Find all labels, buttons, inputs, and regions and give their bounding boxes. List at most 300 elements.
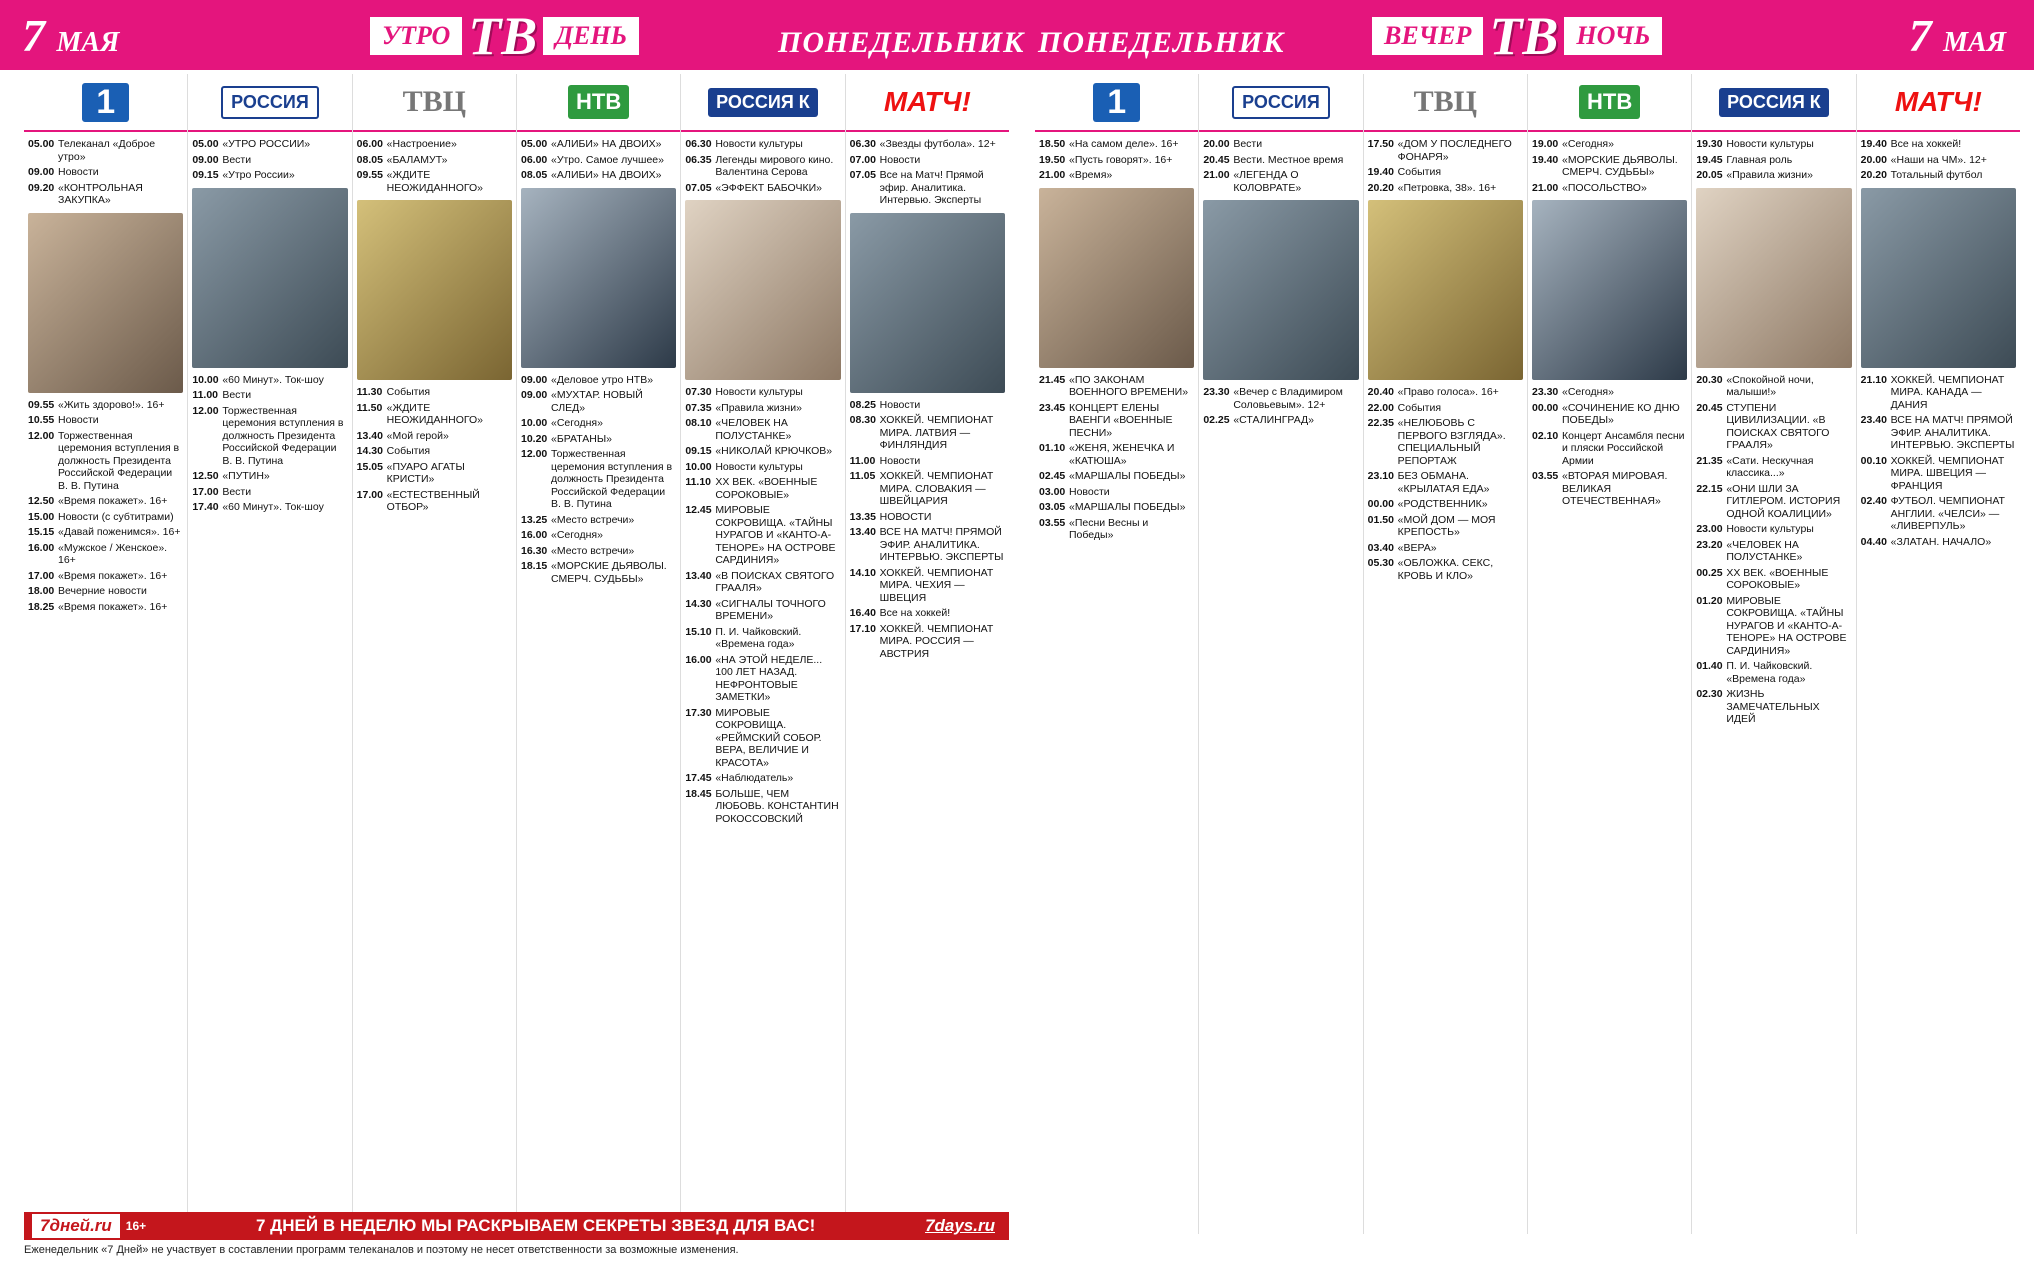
program-time: 15.00 xyxy=(28,510,55,523)
program-title: Новости культуры xyxy=(1726,138,1814,150)
program-title: «СТАЛИНГРАД» xyxy=(1233,414,1315,426)
program-title: «Мужское / Женское». 16+ xyxy=(58,541,168,566)
program-time: 20.40 xyxy=(1367,386,1394,398)
program-row xyxy=(1696,455,1851,480)
program-row xyxy=(192,486,347,499)
program-row xyxy=(192,470,347,483)
program-title: «Песни Весны и Победы» xyxy=(1069,516,1149,541)
program-row xyxy=(1368,498,1523,511)
program-title: МИРОВЫЕ СОКРОВИЩА. «РЕЙМСКИЙ СОБОР. ВЕРА, ВЕЛИЧИЕ И КРАСОТА» xyxy=(715,706,822,769)
program-time: 00.00 xyxy=(1367,498,1394,510)
program-time: 12.50 xyxy=(192,470,219,482)
program-row xyxy=(192,169,347,182)
program-row xyxy=(850,567,1005,605)
program-time: 09.15 xyxy=(192,169,219,181)
program-row xyxy=(28,570,183,583)
program-photo xyxy=(521,188,676,368)
program-row xyxy=(1861,169,2016,182)
program-row xyxy=(1861,495,2016,533)
program-title: ХОККЕЙ. ЧЕМПИОНАТ МИРА. ЧЕХИЯ — ШВЕЦИЯ xyxy=(879,566,994,604)
program-photo xyxy=(1203,200,1358,380)
program-row xyxy=(1861,536,2016,549)
program-time: 01.40 xyxy=(1696,660,1723,672)
channel-logo: 1 xyxy=(24,74,187,132)
program-row xyxy=(28,414,183,427)
program-time: 05.00 xyxy=(520,138,548,150)
program-title: «ЖЕНЯ, ЖЕНЕЧКА И «КАТЮША» xyxy=(1069,442,1175,467)
program-time: 05.00 xyxy=(28,138,55,150)
program-row xyxy=(1861,138,2016,151)
program-time: 17.00 xyxy=(28,569,55,582)
page-right xyxy=(1035,74,2020,1234)
program-time: 19.00 xyxy=(1531,138,1559,150)
program-row xyxy=(1368,386,1523,399)
program-time: 21.00 xyxy=(1531,181,1559,194)
program-photo xyxy=(1861,188,2016,368)
channel-column xyxy=(1199,74,1363,1234)
program-row xyxy=(357,461,512,486)
program-row xyxy=(1368,557,1523,582)
program-title: «ОБЛОЖКА. СЕКС, КРОВЬ И КЛО» xyxy=(1397,557,1494,582)
program-row xyxy=(1039,501,1194,514)
channel-logo: РОССИЯ xyxy=(188,74,351,132)
program-time: 04.40 xyxy=(1860,535,1887,548)
program-row xyxy=(357,489,512,514)
program-time: 15.15 xyxy=(28,526,55,538)
site-link[interactable]: 7days.ru xyxy=(925,1216,995,1235)
program-title: Телеканал «Доброе утро» xyxy=(58,138,156,163)
program-row xyxy=(521,169,676,182)
program-row xyxy=(28,601,183,614)
program-title: «СИГНАЛЫ ТОЧНОГО ВРЕМЕНИ» xyxy=(715,597,826,622)
program-time: 21.00 xyxy=(1203,169,1230,181)
program-row xyxy=(521,433,676,446)
program-title: МИРОВЫЕ СОКРОВИЩА. «ТАЙНЫ НУРАГОВ И «КАНТО-А-ТЕНОРЕ» НА ОСТРОВЕ САРДИНИЯ» xyxy=(715,504,836,566)
program-time: 17.00 xyxy=(192,485,219,498)
program-photo xyxy=(1532,200,1687,380)
program-row xyxy=(685,772,840,785)
program-time: 23.30 xyxy=(1203,386,1230,398)
program-time: 13.40 xyxy=(356,429,383,442)
program-row xyxy=(1532,154,1687,179)
program-row xyxy=(1696,402,1851,452)
program-title: Вести xyxy=(222,485,252,498)
program-title: «МОЙ ДОМ — МОЯ КРЕПОСТЬ» xyxy=(1397,513,1496,538)
program-row xyxy=(28,495,183,508)
program-time: 23.20 xyxy=(1696,538,1723,551)
program-title: МИРОВЫЕ СОКРОВИЩА. «ТАЙНЫ НУРАГОВ И «КАНТО-А-ТЕНОРЕ» НА ОСТРОВЕ САРДИНИЯ» xyxy=(1726,594,1847,657)
program-time: 20.45 xyxy=(1203,153,1230,166)
program-title: Новости культуры xyxy=(715,138,803,150)
program-time: 20.00 xyxy=(1860,153,1887,166)
program-title: ФУТБОЛ. ЧЕМПИОНАТ АНГЛИИ. «ЧЕЛСИ» — «ЛИВЕРПУЛЬ» xyxy=(1890,495,2005,532)
program-title: «ЕСТЕСТВЕННЫЙ ОТБОР» xyxy=(386,488,480,513)
program-title: «ЧЕЛОВЕК НА ПОЛУСТАНКЕ» xyxy=(1726,538,1803,563)
program-time: 06.00 xyxy=(520,153,548,166)
program-row xyxy=(850,511,1005,524)
site-logo[interactable]: 7дней.ru xyxy=(32,1214,120,1238)
program-time: 10.00 xyxy=(685,460,712,473)
program-title: «ЧЕЛОВЕК НА ПОЛУСТАНКЕ» xyxy=(715,417,792,442)
program-title: П. И. Чайковский. «Времена года» xyxy=(715,625,802,650)
program-time: 02.30 xyxy=(1696,688,1723,700)
program-row xyxy=(1368,402,1523,415)
program-title: «ЖДИТЕ НЕОЖИДАННОГО» xyxy=(386,401,483,426)
program-time: 21.35 xyxy=(1696,454,1723,467)
program-row xyxy=(1696,660,1851,685)
program-title: Новости культуры xyxy=(715,460,803,473)
program-row xyxy=(1532,138,1687,151)
program-row xyxy=(357,169,512,194)
program-row xyxy=(685,417,840,442)
program-title: Торжественная церемония вступления в должность Президента Российской Федерации В. В. Путина xyxy=(550,448,673,510)
program-row xyxy=(850,526,1005,564)
program-title: «РОДСТВЕННИК» xyxy=(1397,498,1488,510)
program-title: «ВЕРА» xyxy=(1397,541,1437,554)
program-time: 05.30 xyxy=(1367,557,1394,569)
program-row xyxy=(521,514,676,527)
program-title: Главная роль xyxy=(1726,153,1793,166)
channel-column xyxy=(846,74,1009,1234)
program-row xyxy=(1696,169,1851,182)
program-row xyxy=(28,585,183,598)
program-title: Новости культуры xyxy=(715,386,803,398)
program-title: Вечерние новости xyxy=(58,585,147,597)
program-row xyxy=(1039,169,1194,182)
program-title: «Мой герой» xyxy=(386,429,449,442)
program-title: «Сегодня» xyxy=(1561,138,1614,150)
program-time: 16.00 xyxy=(520,529,548,541)
program-row xyxy=(850,623,1005,661)
program-row xyxy=(1696,688,1851,726)
program-row xyxy=(1039,442,1194,467)
program-title: Новости xyxy=(58,414,99,426)
program-title: «БРАТАНЫ» xyxy=(550,432,612,445)
program-title: Все на хоккей! xyxy=(1890,138,1962,150)
program-row xyxy=(1368,542,1523,555)
program-title: СТУПЕНИ ЦИВИЛИЗАЦИИ. «В ПОИСКАХ СВЯТОГО ГРААЛЯ» xyxy=(1726,401,1830,451)
program-title: Торжественная церемония вступления в должность Президента Российской Федерации В. В. Путина xyxy=(222,404,344,467)
program-time: 16.30 xyxy=(520,544,548,557)
program-row xyxy=(521,545,676,558)
program-row xyxy=(850,399,1005,412)
program-title: НОВОСТИ xyxy=(879,510,932,523)
program-row xyxy=(192,389,347,402)
program-time: 09.15 xyxy=(685,445,712,457)
program-time: 13.40 xyxy=(685,569,712,582)
program-row xyxy=(357,386,512,399)
program-time: 11.30 xyxy=(356,386,383,398)
program-row xyxy=(685,598,840,623)
program-title: «Место встречи» xyxy=(550,544,635,557)
program-time: 22.15 xyxy=(1696,482,1723,495)
program-time: 06.30 xyxy=(849,138,876,150)
program-title: ХОККЕЙ. ЧЕМПИОНАТ МИРА. КАНАДА — ДАНИЯ xyxy=(1890,373,2005,411)
channel-column xyxy=(517,74,681,1234)
program-row xyxy=(1696,138,1851,151)
program-time: 21.45 xyxy=(1039,373,1066,386)
program-title: «Время» xyxy=(1069,169,1113,181)
program-row xyxy=(1039,154,1194,167)
program-title: События xyxy=(386,386,430,398)
program-time: 19.50 xyxy=(1039,153,1066,166)
date-left: 7 МАЯ xyxy=(22,10,120,61)
program-title: Новости xyxy=(879,398,921,411)
program-title: КОНЦЕРТ ЕЛЕНЫ ВАЕНГИ «ВОЕННЫЕ ПЕСНИ» xyxy=(1069,401,1173,439)
program-time: 07.00 xyxy=(849,153,876,166)
program-title: Новости xyxy=(58,166,99,178)
program-title: Легенды мирового кино. Валентина Серова xyxy=(715,153,834,178)
program-time: 15.10 xyxy=(685,625,712,638)
program-row xyxy=(192,405,347,468)
program-time: 03.55 xyxy=(1531,470,1559,482)
program-time: 12.00 xyxy=(520,448,548,460)
program-title: Все на хоккей! xyxy=(879,607,951,619)
program-row xyxy=(1696,523,1851,536)
program-time: 07.35 xyxy=(685,401,712,414)
program-title: Новости культуры xyxy=(1726,523,1814,535)
program-title: «Наши на ЧМ». 12+ xyxy=(1890,153,1987,166)
program-photo xyxy=(1696,188,1851,368)
program-title: XX ВЕК. «ВОЕННЫЕ СОРОКОВЫЕ» xyxy=(715,476,818,501)
program-time: 10.55 xyxy=(28,414,55,426)
program-row xyxy=(1532,182,1687,195)
promo-bar xyxy=(24,1212,1009,1240)
program-title: События xyxy=(1397,401,1441,414)
program-time: 03.00 xyxy=(1039,485,1066,498)
program-row xyxy=(1861,455,2016,493)
program-title: «ЖДИТЕ НЕОЖИДАННОГО» xyxy=(386,169,483,194)
program-title: «ЗЛАТАН. НАЧАЛО» xyxy=(1890,535,1992,548)
program-title: «Сегодня» xyxy=(550,529,603,541)
program-row xyxy=(1368,138,1523,163)
program-row xyxy=(1368,514,1523,539)
program-time: 02.45 xyxy=(1039,470,1066,482)
program-row xyxy=(1368,182,1523,195)
program-title: «Правила жизни» xyxy=(715,401,802,414)
program-row xyxy=(1696,374,1851,399)
program-time: 23.10 xyxy=(1367,470,1394,482)
program-time: 19.30 xyxy=(1696,138,1723,150)
program-title: ХОККЕЙ. ЧЕМПИОНАТ МИРА. ШВЕЦИЯ — ФРАНЦИЯ xyxy=(1890,454,2005,492)
program-time: 07.05 xyxy=(849,169,876,181)
program-title: «Правила жизни» xyxy=(1726,169,1813,181)
program-title: «60 Минут». Ток-шоу xyxy=(222,501,324,513)
program-title: События xyxy=(386,445,430,457)
program-title: ВСЕ НА МАТЧ! ПРЯМОЙ ЭФИР. АНАЛИТИКА. ИНТЕРВЬЮ. ЭКСПЕРТЫ xyxy=(1890,414,2015,451)
program-time: 23.00 xyxy=(1696,523,1723,535)
channel-column xyxy=(1035,74,1199,1234)
program-time: 09.55 xyxy=(28,398,55,411)
program-row xyxy=(1039,517,1194,542)
program-time: 17.40 xyxy=(192,501,219,513)
program-time: 09.20 xyxy=(28,181,55,194)
program-time: 09.00 xyxy=(520,373,548,386)
program-time: 05.00 xyxy=(192,138,219,150)
program-time: 03.55 xyxy=(1039,516,1066,529)
program-time: 14.30 xyxy=(685,597,712,610)
program-title: «НИКОЛАЙ КРЮЧКОВ» xyxy=(715,445,833,457)
program-photo xyxy=(850,213,1005,393)
program-time: 13.25 xyxy=(520,513,548,526)
channel-logo: РОССИЯ К xyxy=(681,74,844,132)
program-title: «Время покажет». 16+ xyxy=(58,569,168,582)
program-row xyxy=(1532,402,1687,427)
program-row xyxy=(521,529,676,542)
program-row xyxy=(192,501,347,514)
program-time: 09.00 xyxy=(192,153,219,166)
program-title: ЖИЗНЬ ЗАМЕЧАТЕЛЬНЫХ ИДЕЙ xyxy=(1726,688,1820,725)
program-row xyxy=(685,461,840,474)
program-row xyxy=(1368,417,1523,467)
program-time: 11.50 xyxy=(356,401,383,414)
channel-column xyxy=(1528,74,1692,1234)
program-time: 12.50 xyxy=(28,495,55,507)
program-row xyxy=(685,788,840,826)
program-title: «МОРСКИЕ ДЬЯВОЛЫ. СМЕРЧ. СУДЬБЫ» xyxy=(1561,153,1678,178)
program-row xyxy=(357,138,512,151)
program-time: 20.00 xyxy=(1203,138,1230,150)
program-title: «Звезды футбола». 12+ xyxy=(879,138,996,150)
program-row xyxy=(685,138,840,151)
program-time: 11.10 xyxy=(685,476,712,488)
program-title: «Место встречи» xyxy=(550,513,635,526)
program-time: 20.30 xyxy=(1696,373,1723,386)
program-title: Новости xyxy=(879,153,921,166)
program-title: «БАЛАМУТ» xyxy=(386,153,448,166)
program-row xyxy=(1203,386,1358,411)
program-title: П. И. Чайковский. «Времена года» xyxy=(1726,660,1813,685)
program-row xyxy=(1861,154,2016,167)
program-row xyxy=(1696,567,1851,592)
channel-column xyxy=(1364,74,1528,1234)
date-right: 7 МАЯ xyxy=(1908,10,2006,61)
channel-column xyxy=(1692,74,1856,1234)
program-row xyxy=(357,402,512,427)
program-row xyxy=(521,138,676,151)
channel-logo: ТВЦ xyxy=(353,74,516,132)
program-title: Торжественная церемония вступления в должность Президента Российской Федерации В. В. Путина xyxy=(58,429,180,492)
program-title: «УТРО РОССИИ» xyxy=(222,138,311,150)
program-title: «ДОМ У ПОСЛЕДНЕГО ФОНАРЯ» xyxy=(1397,138,1512,163)
program-row xyxy=(685,154,840,179)
program-time: 14.10 xyxy=(849,566,876,579)
program-time: 17.45 xyxy=(685,772,712,784)
program-time: 19.40 xyxy=(1531,153,1559,166)
program-title: «Утро России» xyxy=(222,169,295,181)
program-title: «МАРШАЛЫ ПОБЕДЫ» xyxy=(1069,501,1186,513)
program-row xyxy=(1696,595,1851,658)
program-time: 17.50 xyxy=(1367,138,1394,150)
program-title: Новости (с субтитрами) xyxy=(58,510,174,523)
program-time: 18.45 xyxy=(685,787,712,800)
program-title: «ЭФФЕКТ БАБОЧКИ» xyxy=(715,181,822,194)
program-row xyxy=(1368,470,1523,495)
program-time: 16.00 xyxy=(28,541,55,554)
program-time: 00.10 xyxy=(1860,454,1887,467)
program-time: 12.00 xyxy=(28,429,55,442)
program-title: «НА ЭТОЙ НЕДЕЛЕ... 100 ЛЕТ НАЗАД. НЕФРОНТОВЫЕ ЗАМЕТКИ» xyxy=(715,653,823,703)
program-title: «СОЧИНЕНИЕ КО ДНЮ ПОБЕДЫ» xyxy=(1561,401,1680,426)
channel-column xyxy=(1857,74,2020,1234)
program-row xyxy=(28,166,183,179)
program-title: «МУХТАР. НОВЫЙ СЛЕД» xyxy=(550,389,643,414)
channel-logo: МАТЧ! xyxy=(846,74,1009,132)
program-title: «Деловое утро НТВ» xyxy=(550,373,654,386)
program-row xyxy=(685,707,840,770)
program-title: «ЛЕГЕНДА О КОЛОВРАТЕ» xyxy=(1233,169,1302,194)
program-title: «ПОСОЛЬСТВО» xyxy=(1561,181,1647,194)
program-title: «КОНТРОЛЬНАЯ ЗАКУПКА» xyxy=(58,181,143,206)
program-row xyxy=(28,430,183,493)
program-title: «Сати. Нескучная классика...» xyxy=(1726,454,1814,479)
program-title: «ПУТИН» xyxy=(222,470,270,482)
program-time: 18.25 xyxy=(28,600,55,613)
channel-logo: НТВ xyxy=(1528,74,1691,132)
brand-right: ВЕЧЕР ТВ НОЧЬ xyxy=(1372,10,1662,62)
program-title: «Сегодня» xyxy=(1561,386,1614,398)
program-title: «Настроение» xyxy=(386,138,457,150)
program-time: 23.45 xyxy=(1039,401,1066,414)
channel-logo: 1 xyxy=(1035,74,1198,132)
slogan: 7 ДНЕЙ В НЕДЕЛЮ МЫ РАСКРЫВАЕМ СЕКРЕТЫ ЗВЕЗД ДЛЯ ВАС! xyxy=(255,1216,816,1235)
program-title: «АЛИБИ» НА ДВОИХ» xyxy=(550,169,662,181)
program-title: «60 Минут». Ток-шоу xyxy=(222,373,324,386)
program-title: «ВТОРАЯ МИРОВАЯ. ВЕЛИКАЯ ОТЕЧЕСТВЕННАЯ» xyxy=(1561,470,1668,507)
program-row xyxy=(1696,539,1851,564)
program-row xyxy=(192,138,347,151)
program-title: Тотальный футбол xyxy=(1890,169,1983,181)
program-title: «АЛИБИ» НА ДВОИХ» xyxy=(550,138,662,150)
program-title: «Наблюдатель» xyxy=(715,772,794,784)
program-time: 23.40 xyxy=(1860,414,1887,426)
program-row xyxy=(685,476,840,501)
program-time: 16.40 xyxy=(849,607,876,619)
channel-column xyxy=(24,74,188,1234)
program-photo xyxy=(685,200,840,380)
channel-column xyxy=(353,74,517,1234)
program-title: «ПО ЗАКОНАМ ВОЕННОГО ВРЕМЕНИ» xyxy=(1069,373,1189,398)
program-time: 21.00 xyxy=(1039,169,1066,181)
program-time: 11.05 xyxy=(849,470,876,482)
program-time: 03.40 xyxy=(1367,541,1394,554)
program-row xyxy=(357,154,512,167)
program-title: Концерт Ансамбля песни и пляски Российской Армии xyxy=(1561,429,1685,467)
disclaimer: Еженедельник «7 Дней» не участвует в составлении программ телеканалов и поэтому не несет ответственности за возможные изменения. xyxy=(24,1244,739,1256)
program-row xyxy=(850,470,1005,508)
program-row xyxy=(521,154,676,167)
program-row xyxy=(850,138,1005,151)
program-row xyxy=(28,526,183,539)
program-photo xyxy=(192,188,347,368)
program-row xyxy=(357,430,512,443)
channel-logo: РОССИЯ К xyxy=(1692,74,1855,132)
program-row xyxy=(1696,483,1851,521)
program-title: Вести. Местное время xyxy=(1233,153,1344,166)
program-row xyxy=(1039,138,1194,151)
program-time: 07.05 xyxy=(685,181,712,194)
program-row xyxy=(28,542,183,567)
program-title: «ПУАРО АГАТЫ КРИСТИ» xyxy=(386,460,465,485)
program-row xyxy=(357,445,512,458)
program-photo xyxy=(1039,188,1194,368)
program-time: 14.30 xyxy=(356,445,383,457)
program-row xyxy=(1039,402,1194,440)
channel-column xyxy=(188,74,352,1234)
program-title: ВСЕ НА МАТЧ! ПРЯМОЙ ЭФИР. АНАЛИТИКА. ИНТЕРВЬЮ. ЭКСПЕРТЫ xyxy=(879,526,1004,563)
program-time: 00.00 xyxy=(1531,401,1559,414)
program-time: 08.25 xyxy=(849,398,876,411)
